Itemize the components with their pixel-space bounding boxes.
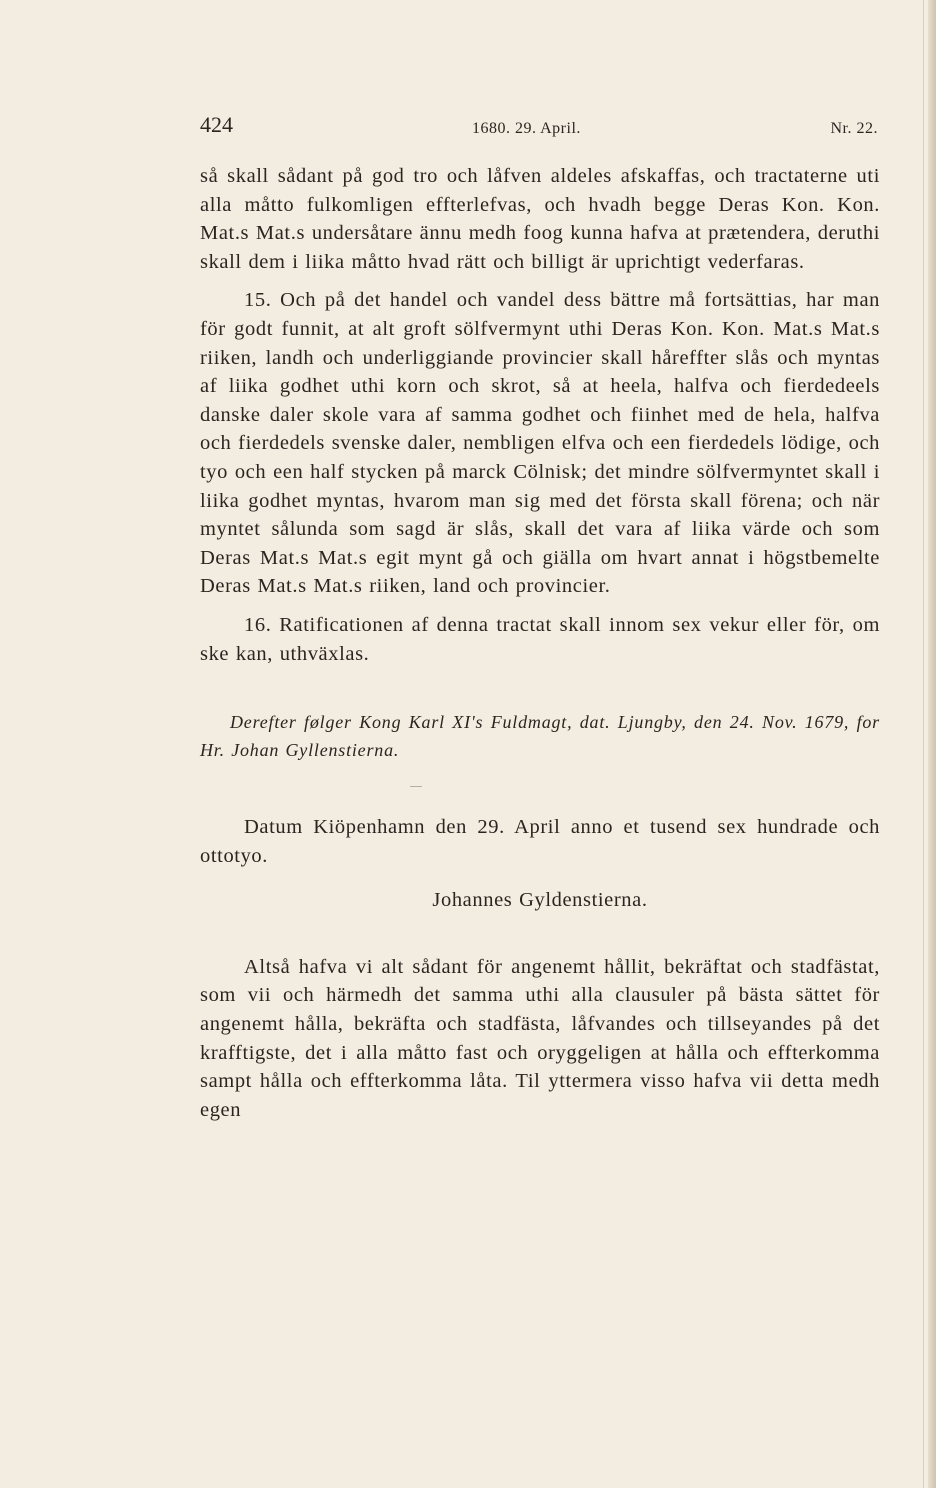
paragraph-16: 16. Ratificationen af denna tractat skall innom sex vekur eller för, om ske kan, uthväxlas. bbox=[200, 613, 880, 665]
page-edge-line bbox=[923, 0, 924, 1488]
divider bbox=[410, 786, 422, 787]
editor-note: Derefter følger Kong Karl XI's Fuldmagt, dat. Ljungby, den 24. Nov. 1679, for Hr. Johan Gyllenstierna. bbox=[200, 712, 880, 761]
page-header bbox=[200, 112, 880, 152]
document-number: Nr. 22. bbox=[830, 120, 878, 137]
paragraph-continuation: så skall sådant på god tro och låfven aldeles afskaffas, och tractaterne uti alla måtto fulkomligen effterlefvas, och hvadh begge Deras Kon. Kon. Mat.s Mat.s undersåtare ännu medh foog kunna hafva at prætendera, deruthi skall dem i liika måtto hvad rätt och billigt är uprichtigt vederfaras. bbox=[200, 165, 880, 273]
paragraph-15: 15. Och på det handel och vandel dess bättre må fortsättias, har man för godt funnit, at alt groft sölfvermynt uthi Deras Kon. Kon. Mat.s Mat.s riiken, landh och underliggiande provincier skall håreffter slås och myntas af liika godhet uthi korn och skrot, så at heela, halfva och fierdedeels danske daler skole vara af samma godhet och fiinhet med de hela, halfva och fierdedels svenske daler, nembligen elfva och een fierdedels lödige, och tyo och een half stycken på marck Cölnisk; det mindre sölfvermyntet skall i liika godhet myntas, hvarom man sig med det första skall förena; och när myntet sålunda som sagd är slås, skall det vara af liika värde och som Deras Mat.s Mat.s egit mynt gå och giälla om hvart annat i högstbemelte Deras Mat.s Mat.s riiken, land och provincier. bbox=[200, 289, 880, 598]
signature: Johannes Gyldenstierna. bbox=[432, 889, 648, 912]
closing-paragraph: Altså hafva vi alt sådant för angenemt hållit, bekräftat och stadfästat, som vii och härmedh det samma uthi alla clausuler på bästa sättet för angenemt hålla, bekräfta och stadfästa, låfvandes och tillseyandes på det krafftigste, det i alla måtto fast och oryggeligen at hålla och effterkomma sampt hålla och effterkomma låta. Til yttermera visso hafva vii detta medh egen bbox=[200, 955, 880, 1121]
datum-paragraph: Datum Kiöpenhamn den 29. April anno et tusend sex hundrade och ottotyo. bbox=[200, 816, 880, 867]
page-number: 424 bbox=[200, 112, 233, 137]
page-content bbox=[200, 112, 880, 1124]
running-title: 1680. 29. April. bbox=[472, 120, 581, 137]
page-edge bbox=[928, 0, 936, 1488]
